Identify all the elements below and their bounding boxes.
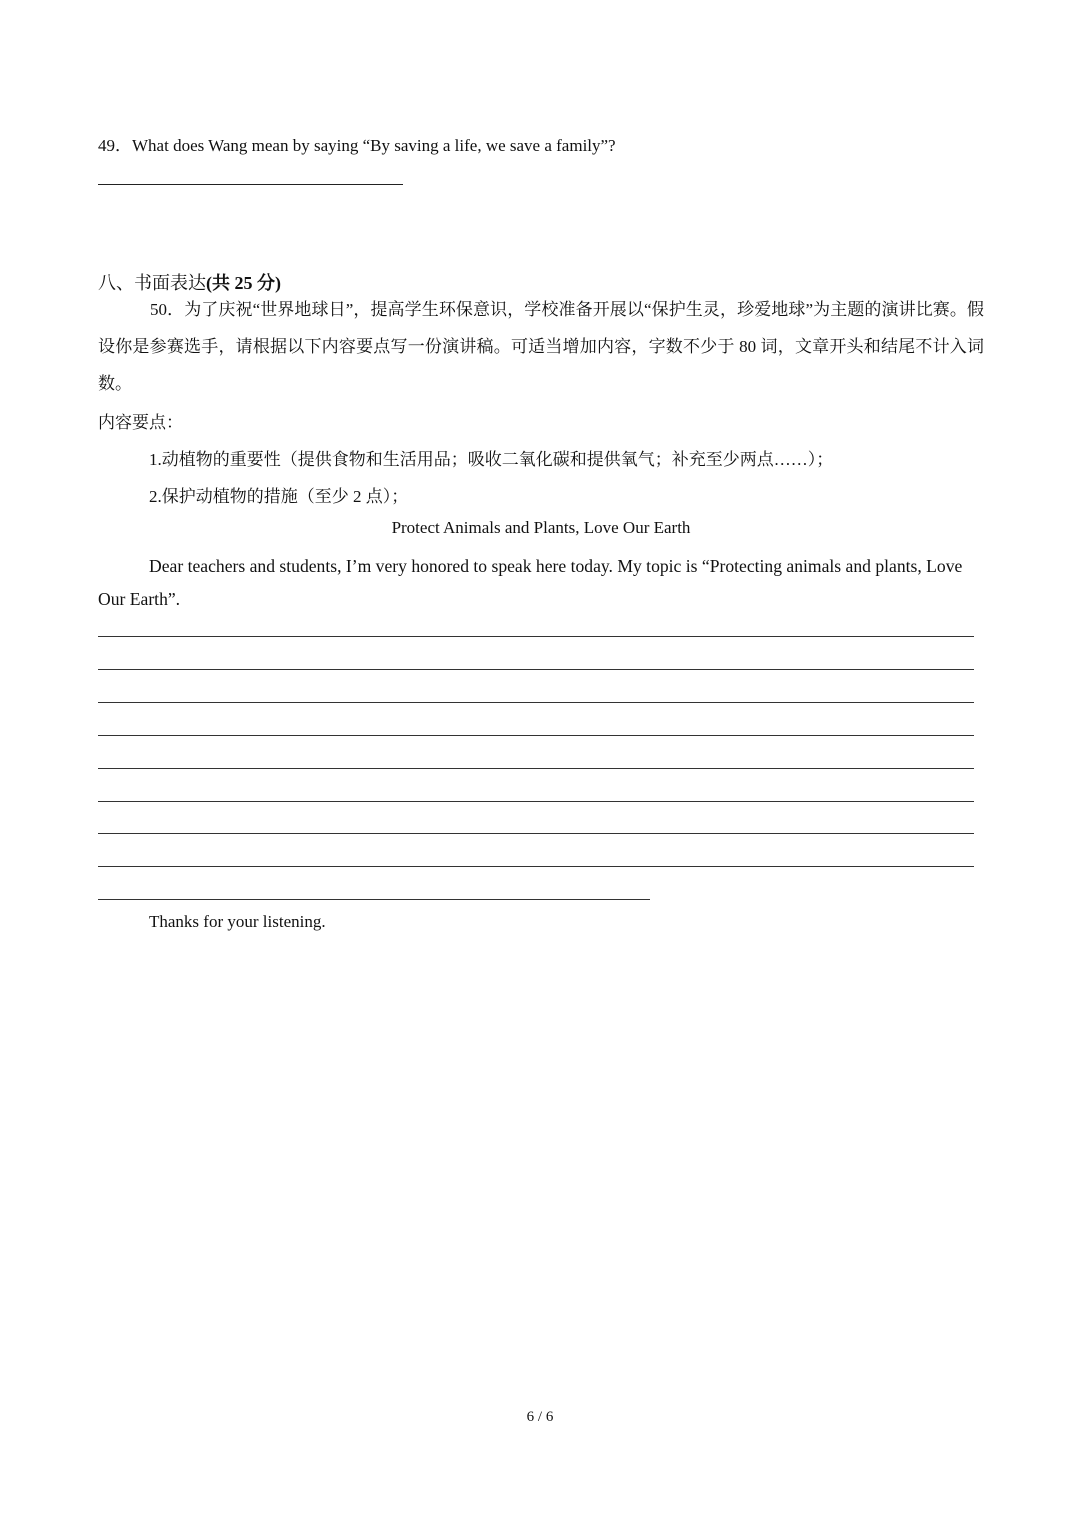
essay-closing: Thanks for your listening. — [149, 912, 326, 931]
question-49 — [98, 131, 616, 156]
writing-line[interactable] — [98, 702, 974, 703]
writing-line[interactable] — [98, 801, 974, 802]
writing-line[interactable] — [98, 768, 974, 769]
question-49-text: What does Wang mean by saying “By saving a life, we save a family”? — [132, 136, 616, 155]
writing-line[interactable] — [98, 833, 974, 834]
content-point-2: 2.保护动植物的措施（至少 2 点）； — [149, 487, 409, 506]
section-8-title-score: (共 25 分) — [206, 273, 281, 293]
question-50-instructions: 50．为了庆祝“世界地球日”，提高学生环保意识，学校准备开展以“保护生灵，珍爱地球”为主题的演讲比赛。假设你是参赛选手，请根据以下内容要点写一份演讲稿。可适当增加内容，字数不少于 80 词，文章开头和结尾不计入词数。 — [98, 300, 984, 393]
writing-line[interactable] — [98, 735, 974, 736]
content-point-1: 1.动植物的重要性（提供食物和生活用品；吸收二氧化碳和提供氧气；补充至少两点……）； — [149, 450, 834, 469]
essay-title: Protect Animals and Plants, Love Our Earth — [391, 518, 691, 537]
writing-line[interactable] — [98, 866, 974, 867]
question-49-number: 49． — [98, 136, 132, 155]
writing-line[interactable] — [98, 899, 650, 900]
essay-opening: Dear teachers and students, I’m very honored to speak here today. My topic is “Protecting animals and plants, Love Our Earth”. — [98, 556, 963, 609]
answer-line-49[interactable] — [98, 184, 403, 185]
page-number: 6 / 6 — [526, 1409, 554, 1425]
writing-line[interactable] — [98, 669, 974, 670]
writing-line[interactable] — [98, 636, 974, 637]
content-points-label: 内容要点： — [98, 413, 183, 432]
section-8-title-prefix: 八、书面表达 — [98, 273, 206, 293]
